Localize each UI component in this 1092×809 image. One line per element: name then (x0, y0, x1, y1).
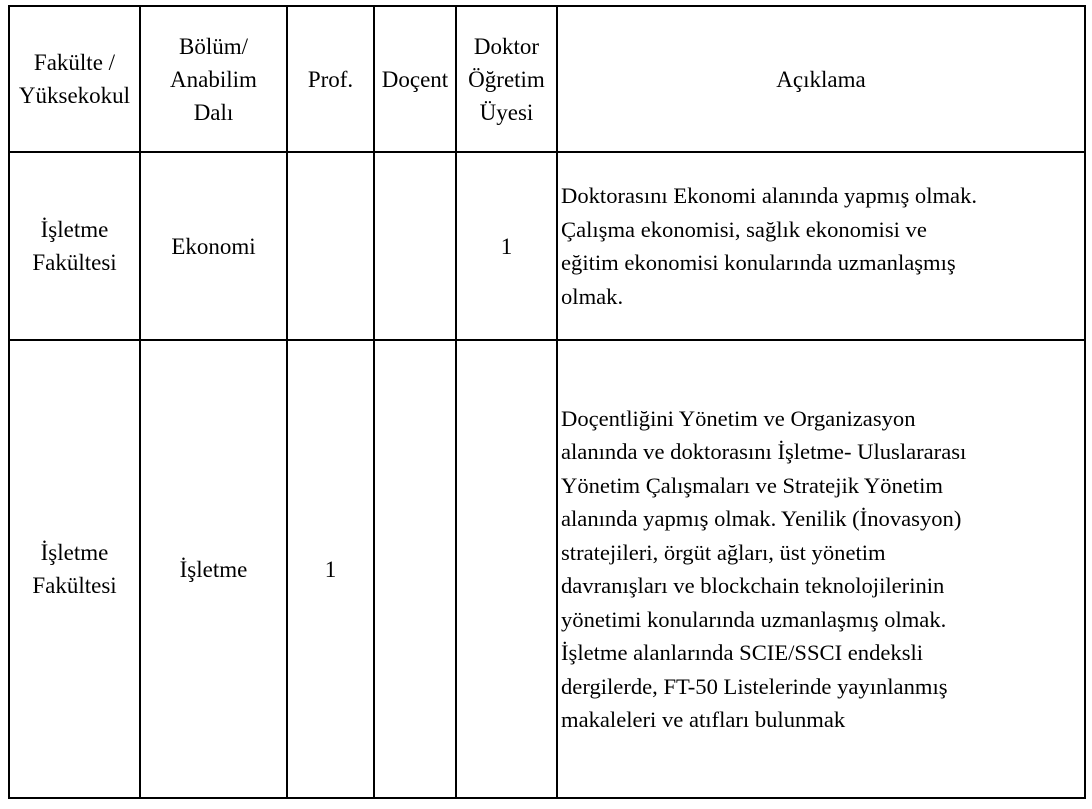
cell-prof (287, 152, 374, 340)
header-department-line-3: Dalı (193, 99, 234, 125)
description-line: Doçentliğini Yönetim ve Organizasyon (561, 405, 916, 431)
table-row (9, 152, 1085, 340)
header-department-line-1: Bölüm/ (178, 33, 248, 59)
description-line: stratejileri, örgüt ağları, üst yönetim (561, 539, 886, 565)
description-line: Çalışma ekonomisi, sağlık ekonomisi ve (561, 216, 927, 242)
description-line: davranışları ve blockchain teknolojilerinin (561, 573, 945, 598)
document-sheet (8, 5, 1086, 799)
description-line: dergilerde, FT-50 Listelerinde yayınlanmış (561, 673, 948, 699)
header-doctor-faculty-line-1: Doktor (473, 33, 540, 59)
header-doctor-faculty-line-2: Öğretim (468, 66, 545, 92)
header-description: Açıklama (557, 6, 1085, 152)
header-row (9, 6, 1085, 152)
cell-prof: 1 (287, 340, 374, 798)
header-doctor-faculty (456, 6, 557, 152)
cell-description (557, 340, 1085, 798)
cell-faculty-line-2: Fakültesi (32, 573, 117, 598)
header-department-line-2: Anabilim (170, 66, 257, 92)
cell-description (557, 152, 1085, 340)
description-line: yönetimi konularında uzmanlaşmış olmak. (561, 606, 947, 632)
cell-doctor-faculty: 1 (456, 152, 557, 340)
cell-docent (374, 340, 456, 798)
header-department (140, 6, 287, 152)
cell-docent (374, 152, 456, 340)
description-line: alanında yapmış olmak. Yenilik (İnovasyon) (561, 506, 962, 531)
table-row (9, 340, 1085, 798)
cell-department: İşletme (140, 340, 287, 798)
cell-faculty-line-1: İşletme (40, 217, 109, 242)
header-doctor-faculty-line-3: Üyesi (479, 99, 534, 125)
description-line: eğitim ekonomisi konularında uzmanlaşmış (561, 250, 956, 275)
description-line: İşletme alanlarında SCIE/SSCI endeksli (561, 640, 924, 665)
header-prof: Prof. (287, 6, 374, 152)
description-line: makaleleri ve atıfları bulunmak (561, 707, 846, 732)
description-line: alanında ve doktorasını İşletme- Uluslararası (561, 439, 967, 464)
staff-requirements-table (8, 5, 1086, 799)
description-line: Yönetim Çalışmaları ve Stratejik Yönetim (561, 472, 943, 498)
cell-faculty (9, 152, 140, 340)
description-line: olmak. (561, 283, 624, 309)
cell-faculty-line-2: Fakültesi (32, 250, 117, 275)
cell-faculty-line-1: İşletme (40, 540, 109, 565)
header-faculty-line-2: Yüksekokul (18, 83, 131, 108)
description-line: Doktorasını Ekonomi alanında yapmış olmak. (561, 183, 978, 208)
cell-faculty (9, 340, 140, 798)
cell-department: Ekonomi (140, 152, 287, 340)
header-faculty-line-1: Fakülte / (33, 50, 116, 75)
cell-doctor-faculty (456, 340, 557, 798)
header-docent: Doçent (374, 6, 456, 152)
header-faculty (9, 6, 140, 152)
